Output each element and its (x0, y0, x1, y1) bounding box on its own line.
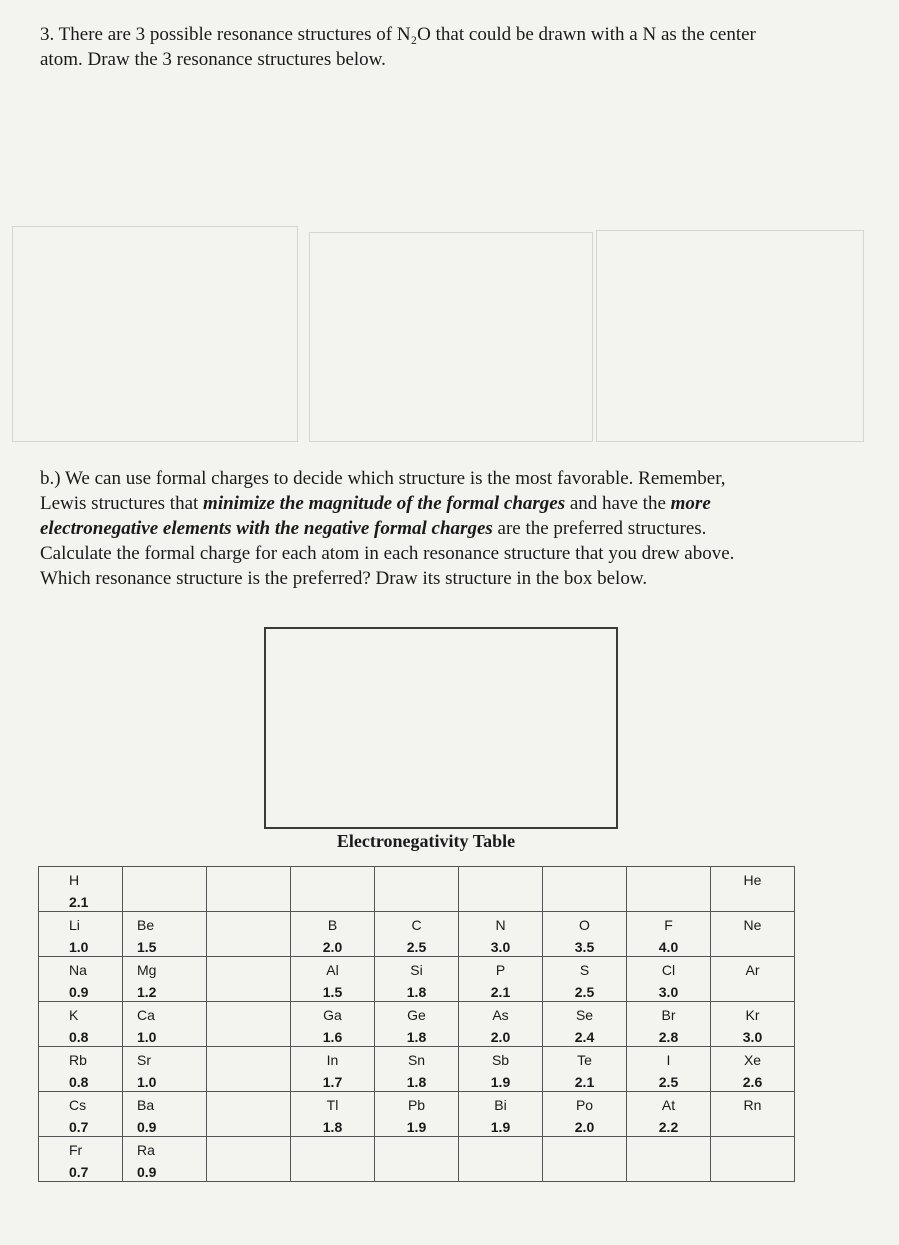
question-b-line-3: electronegative elements with the negative formal charges are the preferred structures. (40, 518, 707, 539)
table-cell (39, 1002, 123, 1047)
question-3-line-2: atom. Draw the 3 resonance structures below. (40, 49, 386, 70)
element-symbol: C (411, 917, 422, 933)
electronegativity-value: 0.9 (137, 1164, 157, 1180)
table-cell (39, 1092, 123, 1137)
table-cell (39, 957, 123, 1002)
element-symbol: F (664, 917, 673, 933)
element-symbol: Ge (407, 1007, 426, 1023)
table-row (39, 867, 795, 912)
electronegativity-value: 1.0 (69, 939, 89, 955)
table-cell (711, 1092, 795, 1137)
table-cell (207, 957, 291, 1002)
element-symbol: Cl (661, 962, 676, 978)
element-symbol: Mg (137, 962, 157, 978)
electronegativity-value: 2.5 (658, 1074, 679, 1090)
element-symbol: Fr (69, 1142, 83, 1158)
table-cell (711, 1137, 795, 1182)
electronegativity-value: 1.5 (322, 984, 343, 1000)
table-cell (459, 957, 543, 1002)
element-symbol: Ba (137, 1097, 155, 1113)
element-symbol: S (579, 962, 590, 978)
element-symbol: Rb (69, 1052, 87, 1068)
electronegativity-value: 0.9 (137, 1119, 157, 1135)
table-cell (627, 1137, 711, 1182)
table-row (39, 1137, 795, 1182)
electronegativity-value: 2.0 (490, 1029, 511, 1045)
resonance-box-3[interactable] (596, 230, 864, 442)
table-cell (123, 1047, 207, 1092)
element-symbol: Po (575, 1097, 594, 1113)
element-symbol: He (743, 872, 762, 888)
table-cell (711, 912, 795, 957)
table-cell (543, 1047, 627, 1092)
table-cell (39, 867, 123, 912)
electronegativity-value: 2.0 (574, 1119, 595, 1135)
table-cell (627, 1047, 711, 1092)
table-row (39, 1002, 795, 1047)
table-cell (207, 1002, 291, 1047)
table-cell (123, 1137, 207, 1182)
table-cell (543, 1137, 627, 1182)
table-cell (627, 1092, 711, 1137)
element-symbol: In (326, 1052, 339, 1068)
electronegativity-value: 2.1 (490, 984, 511, 1000)
question-b-line-2: Lewis structures that minimize the magnitude of the formal charges and have the more (40, 493, 711, 514)
question-b (40, 466, 860, 591)
table-cell (123, 867, 207, 912)
element-symbol: Tl (326, 1097, 339, 1113)
table-cell (291, 1092, 375, 1137)
element-symbol: H (69, 872, 80, 888)
emphasis-more: more (670, 493, 711, 514)
electronegativity-value: 2.5 (406, 939, 427, 955)
table-cell (459, 912, 543, 957)
table-cell (459, 1137, 543, 1182)
electronegativity-value: 2.0 (322, 939, 343, 955)
element-symbol: As (492, 1007, 509, 1023)
electronegativity-value: 2.8 (658, 1029, 679, 1045)
table-cell (627, 867, 711, 912)
electronegativity-value: 2.6 (742, 1074, 763, 1090)
electronegativity-value: 3.5 (574, 939, 595, 955)
electronegativity-value: 2.2 (658, 1119, 679, 1135)
table-cell (711, 957, 795, 1002)
emphasis-electronegative: electronegative elements with the negative formal charges (40, 518, 493, 539)
table-cell (711, 1002, 795, 1047)
element-symbol: Sn (407, 1052, 426, 1068)
electronegativity-value: 0.8 (69, 1074, 89, 1090)
electronegativity-value: 0.7 (69, 1119, 89, 1135)
question-3 (40, 22, 860, 72)
electronegativity-value: 2.5 (574, 984, 595, 1000)
table-cell (711, 1047, 795, 1092)
table-cell (459, 867, 543, 912)
table-row (39, 912, 795, 957)
element-symbol: Te (577, 1052, 592, 1068)
element-symbol: B (327, 917, 338, 933)
table-cell (459, 1002, 543, 1047)
electronegativity-value: 1.6 (322, 1029, 343, 1045)
table-cell (207, 867, 291, 912)
electronegativity-value: 0.9 (69, 984, 89, 1000)
electronegativity-value: 3.0 (658, 984, 679, 1000)
electronegativity-value: 1.5 (137, 939, 157, 955)
electronegativity-value: 3.0 (742, 1029, 763, 1045)
element-symbol: Ga (323, 1007, 342, 1023)
element-symbol: Kr (745, 1007, 760, 1023)
resonance-box-2[interactable] (309, 232, 593, 442)
resonance-box-1[interactable] (12, 226, 298, 442)
electronegativity-value: 1.9 (490, 1119, 511, 1135)
table-cell (375, 1047, 459, 1092)
table-cell (39, 1047, 123, 1092)
table-cell (291, 957, 375, 1002)
electronegativity-value: 4.0 (658, 939, 679, 955)
table-cell (543, 957, 627, 1002)
table-title: Electronegativity Table (336, 831, 516, 851)
electronegativity-value: 1.7 (322, 1074, 343, 1090)
preferred-structure-box[interactable] (264, 627, 618, 829)
element-symbol: Sr (137, 1052, 151, 1068)
table-cell (543, 1092, 627, 1137)
question-b-line-1: b.) We can use formal charges to decide which structure is the most favorable. Remember, (40, 468, 726, 489)
electronegativity-value: 2.4 (574, 1029, 595, 1045)
table-cell (207, 1137, 291, 1182)
element-symbol: Cs (69, 1097, 87, 1113)
table-cell (711, 867, 795, 912)
table-cell (627, 912, 711, 957)
table-cell (627, 1002, 711, 1047)
element-symbol: Xe (743, 1052, 762, 1068)
element-symbol: I (666, 1052, 671, 1068)
electronegativity-value: 1.8 (406, 984, 427, 1000)
table-cell (627, 957, 711, 1002)
element-symbol: Ar (745, 962, 760, 978)
element-symbol: Bi (494, 1097, 507, 1113)
table-cell (459, 1047, 543, 1092)
table-cell (123, 1002, 207, 1047)
table-cell (123, 1092, 207, 1137)
table-row (39, 1092, 795, 1137)
element-symbol: Li (69, 917, 80, 933)
electronegativity-value: 3.0 (490, 939, 511, 955)
table-cell (39, 912, 123, 957)
element-symbol: P (495, 962, 506, 978)
electronegativity-value: 1.8 (322, 1119, 343, 1135)
table-cell (291, 912, 375, 957)
element-symbol: Ra (137, 1142, 155, 1158)
electronegativity-value: 1.9 (406, 1119, 427, 1135)
electronegativity-value: 1.0 (137, 1029, 157, 1045)
table-cell (291, 1047, 375, 1092)
electronegativity-value: 2.1 (574, 1074, 595, 1090)
table-cell (375, 912, 459, 957)
element-symbol: Al (326, 962, 339, 978)
electronegativity-value: 1.8 (406, 1074, 427, 1090)
table-cell (291, 867, 375, 912)
electronegativity-value: 0.8 (69, 1029, 89, 1045)
element-symbol: At (661, 1097, 676, 1113)
element-symbol: Ca (137, 1007, 155, 1023)
element-symbol: Si (410, 962, 423, 978)
emphasis-minimize: minimize the magnitude of the formal charges (203, 493, 566, 514)
element-symbol: Sb (491, 1052, 510, 1068)
table-cell (123, 912, 207, 957)
table-cell (543, 1002, 627, 1047)
table-cell (39, 1137, 123, 1182)
table-cell (375, 1137, 459, 1182)
electronegativity-value: 1.2 (137, 984, 157, 1000)
question-b-line-4: Calculate the formal charge for each atom in each resonance structure that you drew above. (40, 543, 735, 564)
electronegativity-value: 1.8 (406, 1029, 427, 1045)
question-3-line-1: 3. There are 3 possible resonance structures of N₂O that could be drawn with a N as the center (40, 24, 756, 45)
electronegativity-value: 2.1 (69, 894, 89, 910)
element-symbol: Br (661, 1007, 676, 1023)
element-symbol: O (579, 917, 590, 933)
table-cell (375, 1002, 459, 1047)
element-symbol: Ne (743, 917, 762, 933)
element-symbol: Pb (407, 1097, 426, 1113)
element-symbol: Se (575, 1007, 594, 1023)
element-symbol: N (495, 917, 506, 933)
electronegativity-value: 1.0 (137, 1074, 157, 1090)
electronegativity-value: 0.7 (69, 1164, 89, 1180)
table-cell (207, 1092, 291, 1137)
table-cell (375, 867, 459, 912)
table-cell (207, 1047, 291, 1092)
table-cell (543, 912, 627, 957)
element-symbol: Na (69, 962, 87, 978)
electronegativity-table (38, 866, 795, 1182)
table-cell (207, 912, 291, 957)
table-cell (123, 957, 207, 1002)
table-row (39, 1047, 795, 1092)
table-cell (375, 1092, 459, 1137)
element-symbol: Rn (743, 1097, 762, 1113)
element-symbol: K (69, 1007, 79, 1023)
table-cell (543, 867, 627, 912)
table-cell (459, 1092, 543, 1137)
table-cell (375, 957, 459, 1002)
table-row (39, 957, 795, 1002)
table-cell (291, 1137, 375, 1182)
table-cell (291, 1002, 375, 1047)
question-b-line-5: Which resonance structure is the preferred? Draw its structure in the box below. (40, 568, 648, 589)
element-symbol: Be (137, 917, 155, 933)
electronegativity-value: 1.9 (490, 1074, 511, 1090)
